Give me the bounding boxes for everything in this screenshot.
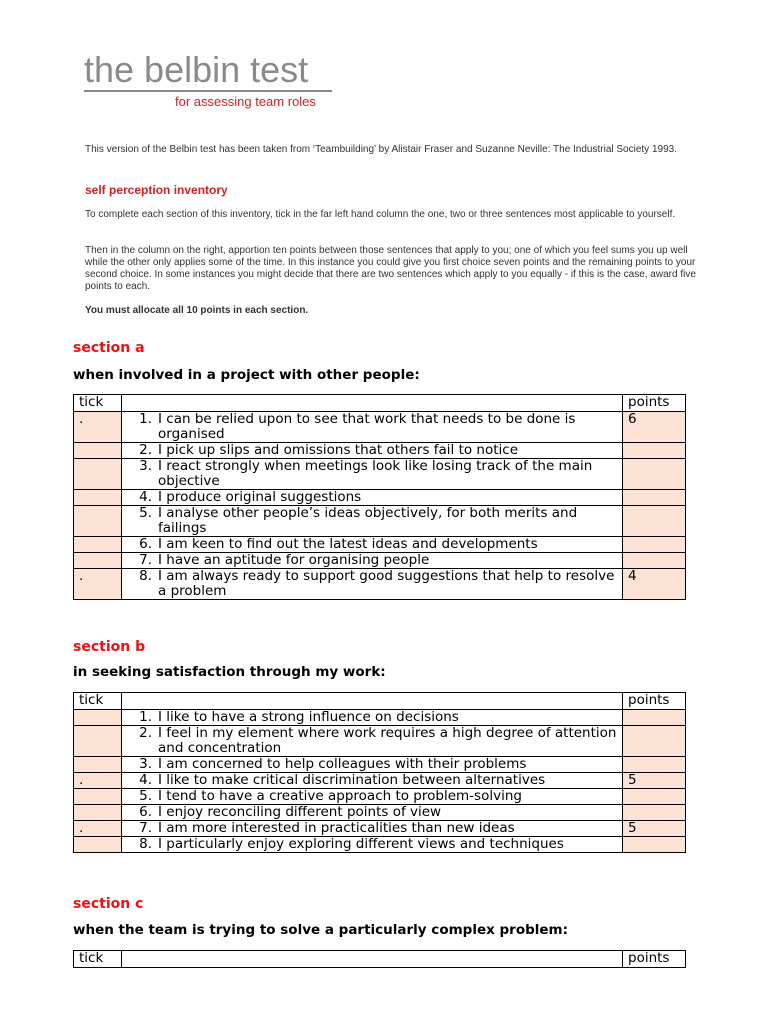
statement-number: 2. [139, 725, 152, 741]
points-cell[interactable] [623, 537, 686, 553]
statement-number: 3. [139, 458, 152, 474]
statement-text: I pick up slips and omissions that others fail to notice [158, 442, 519, 458]
tick-cell[interactable] [74, 553, 122, 569]
table-header-row [74, 693, 686, 710]
points-column-header: points [623, 951, 686, 968]
statement-number: 4. [139, 489, 152, 505]
instructions-paragraph-1: To complete each section of this inventory, tick in the far left hand column the one, two or three sentences most applicable to yourself. [85, 209, 676, 220]
tick-cell[interactable] [74, 443, 122, 459]
points-cell[interactable]: 5 [623, 773, 686, 789]
statement-text: I am keen to find out the latest ideas and developments [158, 536, 538, 552]
points-cell[interactable] [623, 710, 686, 726]
points-cell[interactable] [623, 789, 686, 805]
table-row [74, 821, 686, 837]
statement-text: I produce original suggestions [158, 489, 362, 505]
statement-text: I am always ready to support good suggestions that help to resolve a problem [158, 568, 615, 599]
statement-text: I like to have a strong influence on decisions [158, 709, 459, 725]
source-note: This version of the Belbin test has been taken from ‘Teambuilding’ by Alistair Fraser and Suzanne Neville: The Industrial Society 1993. [85, 144, 677, 155]
statement-number: 4. [139, 772, 152, 788]
points-column-header: points [623, 693, 686, 710]
statement-column-header [122, 951, 623, 968]
points-cell[interactable] [623, 443, 686, 459]
table-header-row [74, 395, 686, 412]
statement-cell [122, 443, 623, 459]
statement-number: 2. [139, 442, 152, 458]
section-c-label: section c [73, 896, 144, 912]
statement-text: I like to make critical discrimination between alternatives [158, 772, 546, 788]
statement-cell [122, 553, 623, 569]
table-row [74, 837, 686, 853]
tick-cell[interactable] [74, 710, 122, 726]
points-cell[interactable] [623, 506, 686, 537]
section-a-label: section a [73, 340, 145, 356]
table-row [74, 553, 686, 569]
statement-cell [122, 710, 623, 726]
points-cell[interactable]: 4 [623, 569, 686, 600]
table-row [74, 726, 686, 757]
table-row [74, 805, 686, 821]
statement-cell [122, 459, 623, 490]
statement-text: I react strongly when meetings look like losing track of the main objective [158, 458, 593, 489]
table-row [74, 506, 686, 537]
section-b-table [73, 692, 686, 853]
allocation-rule: You must allocate all 10 points in each section. [85, 305, 309, 316]
statement-text: I tend to have a creative approach to problem-solving [158, 788, 522, 804]
statement-text: I enjoy reconciling different points of view [158, 804, 442, 820]
tick-cell[interactable] [74, 757, 122, 773]
section-a-table [73, 394, 686, 600]
document-subtitle: for assessing team roles [175, 94, 316, 109]
statement-cell [122, 569, 623, 600]
points-cell[interactable] [623, 726, 686, 757]
statement-number: 5. [139, 505, 152, 521]
statement-text: I have an aptitude for organising people [158, 552, 430, 568]
tick-cell[interactable] [74, 506, 122, 537]
statement-number: 8. [139, 836, 152, 852]
statement-column-header [122, 693, 623, 710]
points-cell[interactable] [623, 459, 686, 490]
document-title: the belbin test [84, 49, 309, 90]
table-row [74, 537, 686, 553]
tick-cell[interactable] [74, 459, 122, 490]
table-row [74, 412, 686, 443]
tick-cell[interactable]: . [74, 569, 122, 600]
statement-number: 8. [139, 568, 152, 584]
statement-number: 5. [139, 788, 152, 804]
statement-cell [122, 537, 623, 553]
tick-column-header: tick [74, 693, 122, 710]
statement-number: 1. [139, 709, 152, 725]
tick-cell[interactable] [74, 537, 122, 553]
section-a-question: when involved in a project with other people: [73, 367, 420, 383]
points-cell[interactable] [623, 490, 686, 506]
table-row [74, 569, 686, 600]
statement-number: 6. [139, 536, 152, 552]
points-cell[interactable]: 6 [623, 412, 686, 443]
title-underline [84, 90, 332, 92]
tick-column-header: tick [74, 395, 122, 412]
statement-text: I feel in my element where work requires a high degree of attention and concentration [158, 725, 617, 756]
statement-cell [122, 821, 623, 837]
statement-cell [122, 773, 623, 789]
tick-cell[interactable]: . [74, 821, 122, 837]
table-row [74, 773, 686, 789]
statement-text: I am concerned to help colleagues with their problems [158, 756, 527, 772]
tick-cell[interactable] [74, 805, 122, 821]
statement-number: 7. [139, 552, 152, 568]
table-row [74, 710, 686, 726]
statement-cell [122, 805, 623, 821]
statement-text: I am more interested in practicalities than new ideas [158, 820, 515, 836]
points-cell[interactable]: 5 [623, 821, 686, 837]
statement-number: 3. [139, 756, 152, 772]
inventory-title: self perception inventory [85, 183, 228, 197]
table-header-row [74, 951, 686, 968]
table-row [74, 789, 686, 805]
tick-cell[interactable] [74, 789, 122, 805]
table-row [74, 443, 686, 459]
points-cell[interactable] [623, 757, 686, 773]
points-cell[interactable] [623, 837, 686, 853]
section-c-table [73, 950, 686, 968]
points-cell[interactable] [623, 805, 686, 821]
statement-text: I can be relied upon to see that work that needs to be done is organised [158, 411, 576, 442]
statement-cell [122, 490, 623, 506]
statement-text: I analyse other people’s ideas objectively, for both merits and failings [158, 505, 578, 536]
section-c-question: when the team is trying to solve a particularly complex problem: [73, 922, 569, 938]
statement-number: 6. [139, 804, 152, 820]
table-row [74, 459, 686, 490]
tick-cell[interactable] [74, 726, 122, 757]
statement-cell [122, 837, 623, 853]
instructions-paragraph-2: Then in the column on the right, apportion ten points between those sentences that apply to you; one of which you feel sums you up well while the other only applies some of the time. In this instance you could give you first choice seven points and the remaining points to your second choice. In some instances you might decide that there are two sentences which apply to you equally - if this is the case, award five points to each. [85, 245, 696, 292]
statement-cell [122, 726, 623, 757]
statement-cell [122, 412, 623, 443]
points-cell[interactable] [623, 553, 686, 569]
tick-cell[interactable] [74, 490, 122, 506]
statement-cell [122, 757, 623, 773]
statement-number: 7. [139, 820, 152, 836]
statement-cell [122, 506, 623, 537]
points-column-header: points [623, 395, 686, 412]
statement-cell [122, 789, 623, 805]
section-b-question: in seeking satisfaction through my work: [73, 664, 386, 680]
table-row [74, 757, 686, 773]
table-row [74, 490, 686, 506]
tick-cell[interactable]: . [74, 412, 122, 443]
statement-number: 1. [139, 411, 152, 427]
statement-text: I particularly enjoy exploring different views and techniques [158, 836, 564, 852]
section-b-label: section b [73, 639, 146, 655]
tick-cell[interactable]: . [74, 773, 122, 789]
tick-column-header: tick [74, 951, 122, 968]
tick-cell[interactable] [74, 837, 122, 853]
statement-column-header [122, 395, 623, 412]
